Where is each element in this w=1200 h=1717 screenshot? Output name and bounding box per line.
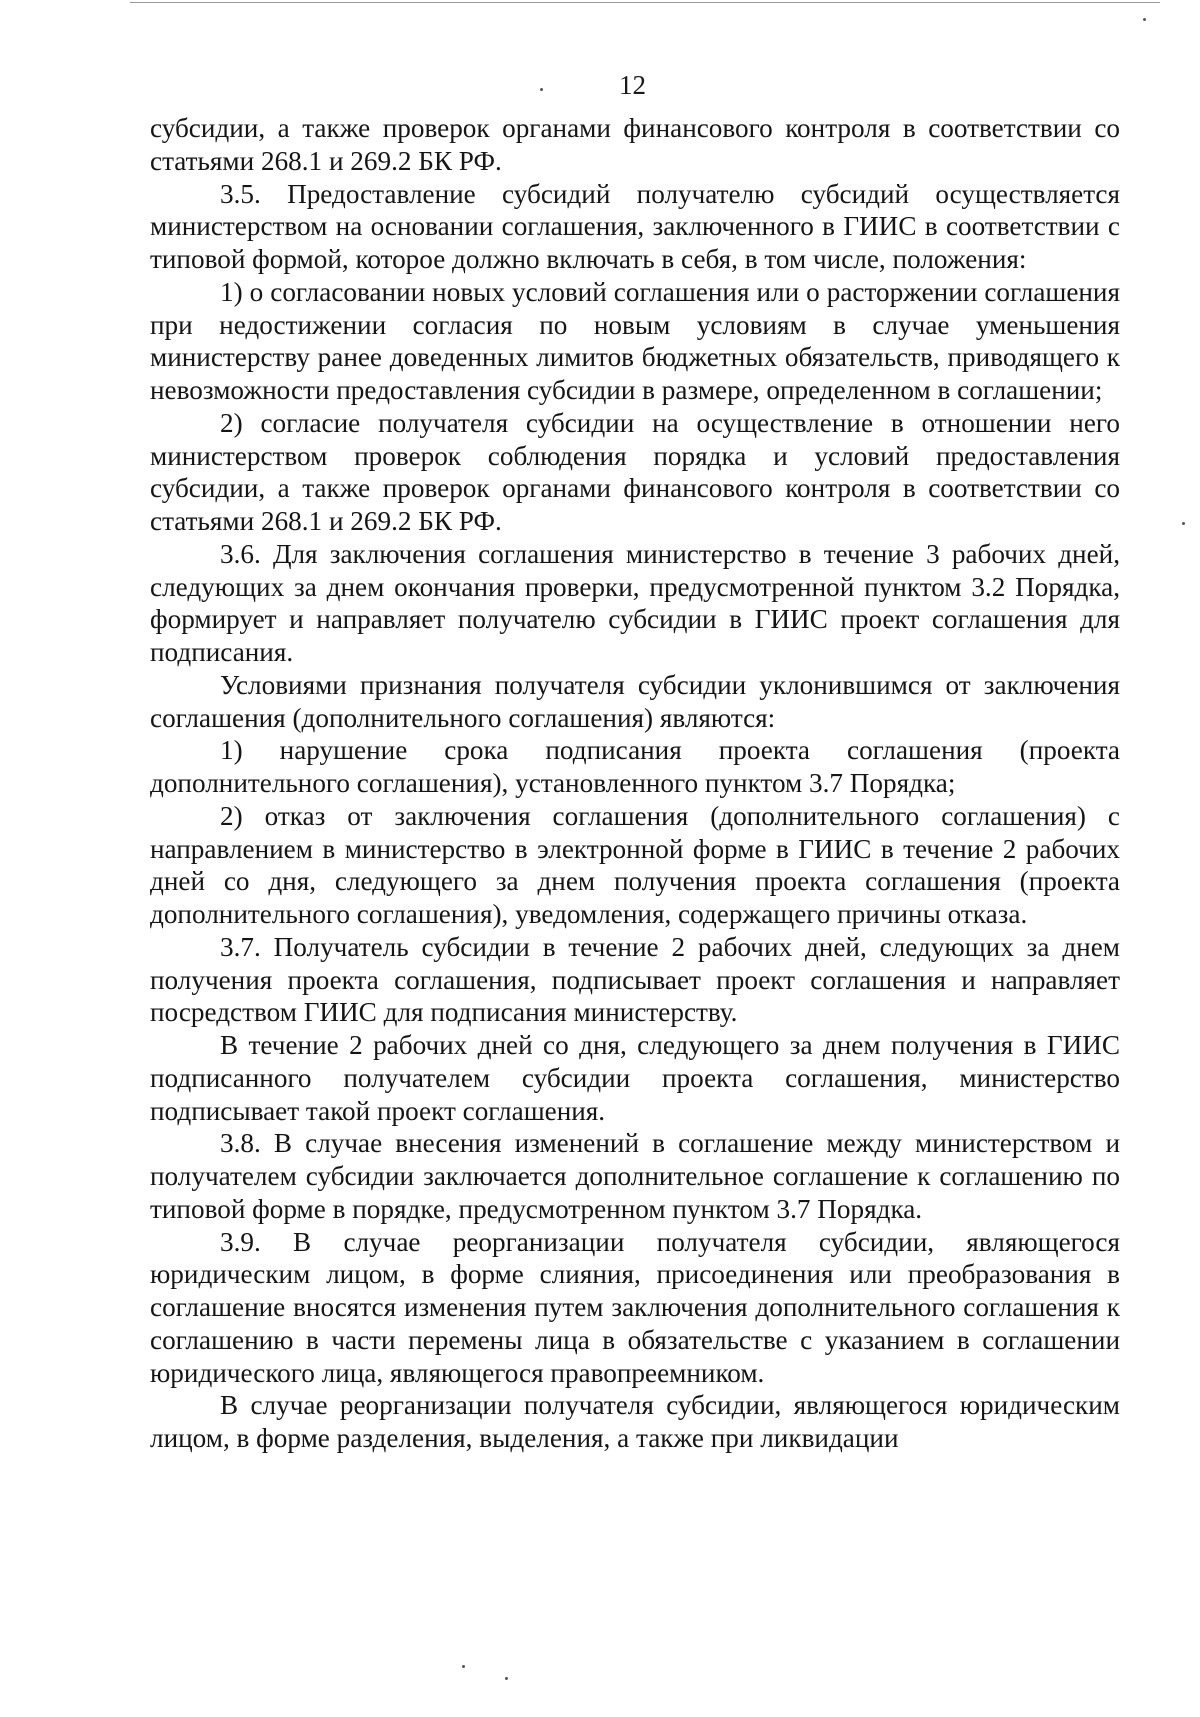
document-body	[150, 112, 1120, 1455]
paragraph-continuation: субсидии, а также проверок органами финансового контроля в соответствии со статьями 268.1 и 269.2 БК РФ.	[150, 113, 1120, 176]
paragraph-3-6-item-2: 2) отказ от заключения соглашения (дополнительного соглашения) с направлением в министерство в электронной форме в ГИИС в течение 2 рабочих дней со дня, следующего за днем получения проекта соглашения (проекта дополнительного соглашения), уведомления, содержащего причины отказа.	[150, 800, 1120, 929]
scan-speck	[540, 88, 543, 91]
paragraph-3-9-reorganization: В случае реорганизации получателя субсидии, являющегося юридическим лицом, в форме разделения, выделения, а также при ликвидации	[150, 1390, 1120, 1453]
paragraph-3-8: 3.8. В случае внесения изменений в соглашение между министерством и получателем субсидии заключается дополнительное соглашение к соглашению по типовой форме в порядке, предусмотренном пунктом 3.7 Порядка.	[150, 1128, 1120, 1224]
scan-speck	[1182, 522, 1185, 525]
scan-speck	[505, 1677, 508, 1680]
scan-speck	[1143, 18, 1146, 21]
scan-edge-line	[130, 2, 1160, 3]
paragraph-3-7: 3.7. Получатель субсидии в течение 2 рабочих дней, следующих за днем получения проекта соглашения, подписывает проект соглашения и направляет посредством ГИИС для подписания министерству.	[150, 931, 1120, 1028]
paragraph-3-9: 3.9. В случае реорганизации получателя субсидии, являющегося юридическим лицом, в форме слияния, присоединения или преобразования в соглашение вносятся изменения путем заключения дополнительного соглашения к соглашению в части перемены лица в обязательстве с указанием в соглашении юридического лица, являющегося правопреемником.	[150, 1226, 1120, 1388]
paragraph-3-5: 3.5. Предоставление субсидий получателю субсидий осуществляется министерством на основании соглашения, заключенного в ГИИС в соответствии с типовой формой, которое должно включать в себя, в том числе, положения:	[150, 178, 1120, 274]
scan-speck	[462, 1665, 465, 1668]
paragraph-3-6-conditions: Условиями признания получателя субсидии уклонившимся от заключения соглашения (дополнительного соглашения) являются:	[150, 669, 1120, 733]
paragraph-3-5-item-2: 2) согласие получателя субсидии на осуществление в отношении него министерством проверок соблюдения порядка и условий предоставления субсидии, а также проверок органами финансового контроля в соответствии со статьями 268.1 и 269.2 БК РФ.	[150, 407, 1120, 536]
paragraph-3-7-signing: В течение 2 рабочих дней со дня, следующего за днем получения в ГИИС подписанного получателем субсидии проекта соглашения, министерство подписывает такой проект соглашения.	[150, 1030, 1120, 1126]
paragraph-3-6-item-1: 1) нарушение срока подписания проекта соглашения (проекта дополнительного соглашения), установленного пунктом 3.7 Порядка;	[150, 735, 1120, 798]
page-number: 12	[619, 70, 646, 100]
paragraph-3-5-item-1: 1) о согласовании новых условий соглашения или о расторжении соглашения при недостижении согласия по новым условиям в случае уменьшения министерству ранее доведенных лимитов бюджетных обязательств, приводящего к невозможности предоставления субсидии в размере, определенном в соглашении;	[150, 276, 1120, 405]
paragraph-3-6: 3.6. Для заключения соглашения министерство в течение 3 рабочих дней, следующих за днем окончания проверки, предусмотренной пунктом 3.2 Порядка, формирует и направляет получателю субсидии в ГИИС проект соглашения для подписания.	[150, 538, 1120, 667]
